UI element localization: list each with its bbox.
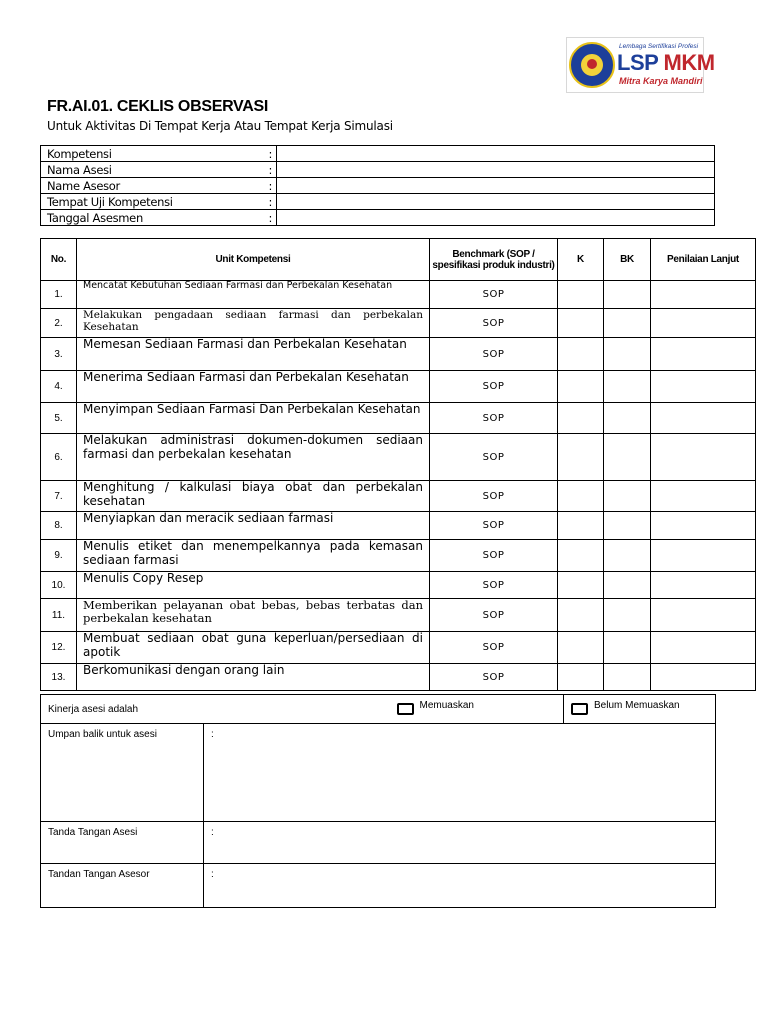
unit-kompetensi: Menerima Sediaan Farmasi dan Perbekalan Kesehatan — [77, 371, 430, 403]
belum-memuaskan-checkbox[interactable] — [571, 703, 588, 715]
bk-checkbox-cell[interactable] — [604, 664, 651, 691]
penilaian-lanjut-cell[interactable] — [651, 540, 756, 572]
lsp-mkm-logo — [566, 37, 715, 93]
penilaian-lanjut-cell[interactable] — [651, 371, 756, 403]
memuaskan-checkbox[interactable] — [397, 703, 414, 715]
info-label: Nama Asesi — [41, 162, 265, 178]
table-row — [41, 572, 756, 599]
k-checkbox-cell[interactable] — [558, 309, 604, 338]
table-row — [41, 540, 756, 572]
row-number: 1. — [41, 281, 77, 309]
header-benchmark: Benchmark (SOP / spesifikasi produk industri) — [430, 239, 558, 281]
bk-checkbox-cell[interactable] — [604, 309, 651, 338]
header-unit-kompetensi: Unit Kompetensi — [77, 239, 430, 281]
benchmark-cell: SOP — [430, 403, 558, 434]
table-row — [41, 309, 756, 338]
row-number: 9. — [41, 540, 77, 572]
info-value-field[interactable] — [277, 146, 715, 162]
competency-table — [40, 238, 756, 691]
info-label: Tanggal Asesmen — [41, 210, 265, 226]
header-k: K — [558, 239, 604, 281]
unit-kompetensi: Menyiapkan dan meracik sediaan farmasi — [77, 512, 430, 540]
logo-brand: LSP MKM — [617, 50, 715, 75]
tanda-tangan-asesi-label: Tanda Tangan Asesi — [41, 822, 204, 864]
row-number: 2. — [41, 309, 77, 338]
k-checkbox-cell[interactable] — [558, 512, 604, 540]
table-row — [41, 371, 756, 403]
row-number: 10. — [41, 572, 77, 599]
penilaian-lanjut-cell[interactable] — [651, 632, 756, 664]
memuaskan-label: Memuaskan — [419, 699, 474, 711]
info-row-kompetensi — [41, 146, 715, 162]
bk-checkbox-cell[interactable] — [604, 338, 651, 371]
k-checkbox-cell[interactable] — [558, 281, 604, 309]
info-label: Name Asesor — [41, 178, 265, 194]
benchmark-cell: SOP — [430, 481, 558, 512]
bk-checkbox-cell[interactable] — [604, 572, 651, 599]
unit-kompetensi: Melakukan administrasi dokumen-dokumen sediaan farmasi dan perbekalan kesehatan — [77, 434, 430, 481]
k-checkbox-cell[interactable] — [558, 599, 604, 632]
tanda-tangan-asesor-label: Tandan Tangan Asesor — [41, 864, 204, 908]
bk-checkbox-cell[interactable] — [604, 281, 651, 309]
tanda-tangan-asesi-field[interactable]: : — [204, 822, 716, 864]
umpan-balik-row — [41, 724, 716, 822]
row-number: 3. — [41, 338, 77, 371]
penilaian-lanjut-cell[interactable] — [651, 481, 756, 512]
kinerja-option-belum[interactable] — [564, 695, 716, 724]
penilaian-lanjut-cell[interactable] — [651, 309, 756, 338]
k-checkbox-cell[interactable] — [558, 632, 604, 664]
penilaian-lanjut-cell[interactable] — [651, 403, 756, 434]
info-label: Tempat Uji Kompetensi — [41, 194, 265, 210]
row-number: 6. — [41, 434, 77, 481]
k-checkbox-cell[interactable] — [558, 371, 604, 403]
tanda-tangan-asesor-field[interactable]: : — [204, 864, 716, 908]
page-title: FR.AI.01. CEKLIS OBSERVASI — [47, 98, 268, 115]
benchmark-cell: SOP — [430, 281, 558, 309]
table-header-row — [41, 239, 756, 281]
benchmark-cell: SOP — [430, 434, 558, 481]
table-row — [41, 632, 756, 664]
k-checkbox-cell[interactable] — [558, 664, 604, 691]
benchmark-cell: SOP — [430, 599, 558, 632]
info-value-field[interactable] — [277, 178, 715, 194]
tanda-tangan-asesor-row — [41, 864, 716, 908]
bk-checkbox-cell[interactable] — [604, 403, 651, 434]
info-label: Kompetensi — [41, 146, 265, 162]
info-row-name-asesor — [41, 178, 715, 194]
assessment-footer — [40, 694, 716, 908]
info-row-tanggal — [41, 210, 715, 226]
bk-checkbox-cell[interactable] — [604, 540, 651, 572]
penilaian-lanjut-cell[interactable] — [651, 338, 756, 371]
benchmark-cell: SOP — [430, 632, 558, 664]
info-value-field[interactable] — [277, 210, 715, 226]
penilaian-lanjut-cell[interactable] — [651, 434, 756, 481]
penilaian-lanjut-cell[interactable] — [651, 664, 756, 691]
benchmark-cell: SOP — [430, 512, 558, 540]
unit-kompetensi: Menyimpan Sediaan Farmasi Dan Perbekalan Kesehatan — [77, 403, 430, 434]
penilaian-lanjut-cell[interactable] — [651, 599, 756, 632]
info-row-tempat-uji — [41, 194, 715, 210]
info-value-field[interactable] — [277, 162, 715, 178]
benchmark-cell: SOP — [430, 338, 558, 371]
unit-kompetensi: Berkomunikasi dengan orang lain — [77, 664, 430, 691]
row-number: 11. — [41, 599, 77, 632]
table-row — [41, 599, 756, 632]
k-checkbox-cell[interactable] — [558, 403, 604, 434]
benchmark-cell: SOP — [430, 371, 558, 403]
bk-checkbox-cell[interactable] — [604, 632, 651, 664]
bk-checkbox-cell[interactable] — [604, 434, 651, 481]
row-number: 4. — [41, 371, 77, 403]
benchmark-cell: SOP — [430, 572, 558, 599]
table-row — [41, 403, 756, 434]
row-number: 12. — [41, 632, 77, 664]
unit-kompetensi: Menulis Copy Resep — [77, 572, 430, 599]
k-checkbox-cell[interactable] — [558, 481, 604, 512]
kinerja-label: Kinerja asesi adalah — [41, 695, 390, 724]
k-checkbox-cell[interactable] — [558, 434, 604, 481]
info-colon: : — [265, 194, 277, 210]
row-number: 8. — [41, 512, 77, 540]
unit-kompetensi: Memberikan pelayanan obat bebas, bebas terbatas dan perbekalan kesehatan — [77, 599, 430, 632]
unit-kompetensi: Membuat sediaan obat guna keperluan/persediaan di apotik — [77, 632, 430, 664]
unit-kompetensi: Melakukan pengadaan sediaan farmasi dan perbekalan Kesehatan — [77, 309, 430, 338]
penilaian-lanjut-cell[interactable] — [651, 512, 756, 540]
benchmark-cell: SOP — [430, 540, 558, 572]
benchmark-cell: SOP — [430, 664, 558, 691]
logo-subtitle: Mitra Karya Mandiri — [619, 76, 703, 86]
benchmark-cell: SOP — [430, 309, 558, 338]
table-row — [41, 338, 756, 371]
info-colon: : — [265, 210, 277, 226]
row-number: 13. — [41, 664, 77, 691]
header-penilaian-lanjut: Penilaian Lanjut — [651, 239, 756, 281]
info-colon: : — [265, 178, 277, 194]
kinerja-row — [41, 695, 716, 724]
bk-checkbox-cell[interactable] — [604, 599, 651, 632]
page-subtitle: Untuk Aktivitas Di Tempat Kerja Atau Tempat Kerja Simulasi — [47, 119, 393, 133]
table-row — [41, 664, 756, 691]
k-checkbox-cell[interactable] — [558, 572, 604, 599]
bk-checkbox-cell[interactable] — [604, 371, 651, 403]
penilaian-lanjut-cell[interactable] — [651, 572, 756, 599]
belum-memuaskan-label: Belum Memuaskan — [594, 699, 680, 711]
lsp-seal-icon — [569, 42, 615, 88]
tanda-tangan-asesi-row — [41, 822, 716, 864]
info-table — [40, 145, 715, 226]
umpan-balik-field[interactable]: : — [204, 724, 716, 822]
info-colon: : — [265, 146, 277, 162]
info-row-nama-asesi — [41, 162, 715, 178]
unit-kompetensi: Menghitung / kalkulasi biaya obat dan perbekalan kesehatan — [77, 481, 430, 512]
row-number: 7. — [41, 481, 77, 512]
table-row — [41, 434, 756, 481]
k-checkbox-cell[interactable] — [558, 338, 604, 371]
info-value-field[interactable] — [277, 194, 715, 210]
unit-kompetensi: Menulis etiket dan menempelkannya pada kemasan sediaan farmasi — [77, 540, 430, 572]
bk-checkbox-cell[interactable] — [604, 512, 651, 540]
k-checkbox-cell[interactable] — [558, 540, 604, 572]
table-row — [41, 512, 756, 540]
umpan-balik-label: Umpan balik untuk asesi — [41, 724, 204, 822]
unit-kompetensi: Mencatat Kebutuhan Sediaan Farmasi dan Perbekalan Kesehatan — [77, 281, 430, 309]
unit-kompetensi: Memesan Sediaan Farmasi dan Perbekalan Kesehatan — [77, 338, 430, 371]
logo-tagline: Lembaga Sertifikasi Profesi — [619, 43, 699, 50]
row-number: 5. — [41, 403, 77, 434]
table-row — [41, 481, 756, 512]
penilaian-lanjut-cell[interactable] — [651, 281, 756, 309]
header-bk: BK — [604, 239, 651, 281]
kinerja-option-memuaskan[interactable] — [390, 695, 564, 724]
bk-checkbox-cell[interactable] — [604, 481, 651, 512]
table-row — [41, 281, 756, 309]
header-no: No. — [41, 239, 77, 281]
info-colon: : — [265, 162, 277, 178]
